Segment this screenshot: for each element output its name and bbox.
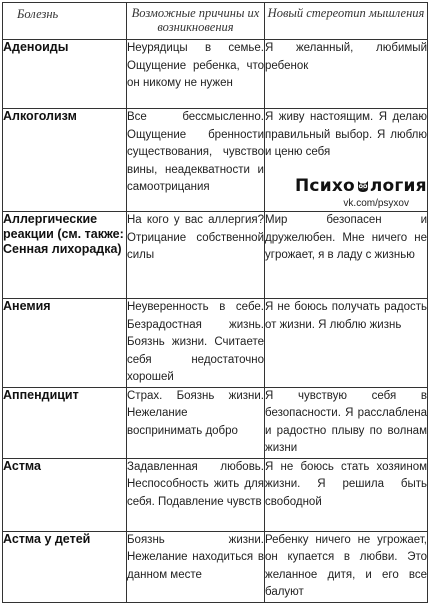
disease-table [2, 2, 428, 603]
table-header-row [3, 3, 428, 40]
table-row [3, 387, 428, 458]
cause-cell: Все бессмысленно. Ощущение бренности существования, чувство вины, неадекватности и самоотрицания [127, 109, 265, 212]
disease-name: Аллергические реакции (см. также: Сенная лихорадка) [3, 212, 127, 299]
header-thought: Новый стереотип мышления [265, 3, 428, 40]
thought-cell [265, 109, 428, 212]
thought-cell: Я желанный, любимый ребенок [265, 40, 428, 109]
cause-cell: Страх. Боязнь жизни. Нежелание воспринимать добро [127, 387, 265, 458]
disease-name: Аппендицит [3, 387, 127, 458]
disease-name: Алкоголизм [3, 109, 127, 212]
disease-name: Астма [3, 458, 127, 531]
thought-cell: Ребенку ничего не угрожает, он купается в любви. Это желанное дитя, и его все балуют [265, 531, 428, 602]
disease-name: Астма у детей [3, 531, 127, 602]
header-disease: Болезнь [3, 3, 127, 40]
disease-name: Анемия [3, 299, 127, 388]
thought-cell: Я не боюсь стать хозяином жизни. Я решила быть свободной [265, 458, 428, 531]
table-row [3, 212, 428, 299]
thought-cell: Я чувствую себя в безопасности. Я расслаблена и радостно плыву по волнам жизни [265, 387, 428, 458]
table-row [3, 531, 428, 602]
thought-cell: Мир безопасен и дружелюбен. Мне ничего не угрожает, я в ладу с жизнью [265, 212, 428, 299]
cause-cell: Неуверенность в себе. Безрадостная жизнь. Боязнь жизни. Считаете себя недостаточно хорошей [127, 299, 265, 388]
disease-name: Аденоиды [3, 40, 127, 109]
cause-cell: Неурядицы в семье. Ощущение ребенка, что он никому не нужен [127, 40, 265, 109]
table-row [3, 299, 428, 388]
page [2, 2, 427, 602]
cause-cell: На кого у вас аллергия? Отрицание собственной силы [127, 212, 265, 299]
header-causes: Возможные причины их возникновения [127, 3, 265, 40]
brand-name [295, 177, 427, 195]
cause-cell: Боязнь жизни. Нежелание находиться в данном месте [127, 531, 265, 602]
table-row [3, 40, 428, 109]
cause-cell: Задавленная любовь. Неспособность жить для себя. Подавление чувств [127, 458, 265, 531]
thought-text: Я живу настоящим. Я делаю правильный выбор. Я люблю и ценю себя [265, 111, 427, 158]
brand-name-part2: логия [369, 176, 427, 196]
table-row [3, 458, 428, 531]
table-row [3, 109, 428, 212]
brand-watermark [295, 176, 427, 209]
brand-url: vk.com/psyxov [343, 197, 409, 209]
thought-cell: Я не боюсь получать радость от жизни. Я люблю жизнь [265, 299, 428, 388]
owl-icon [356, 179, 370, 193]
brand-name-part1: Психо [295, 176, 355, 196]
